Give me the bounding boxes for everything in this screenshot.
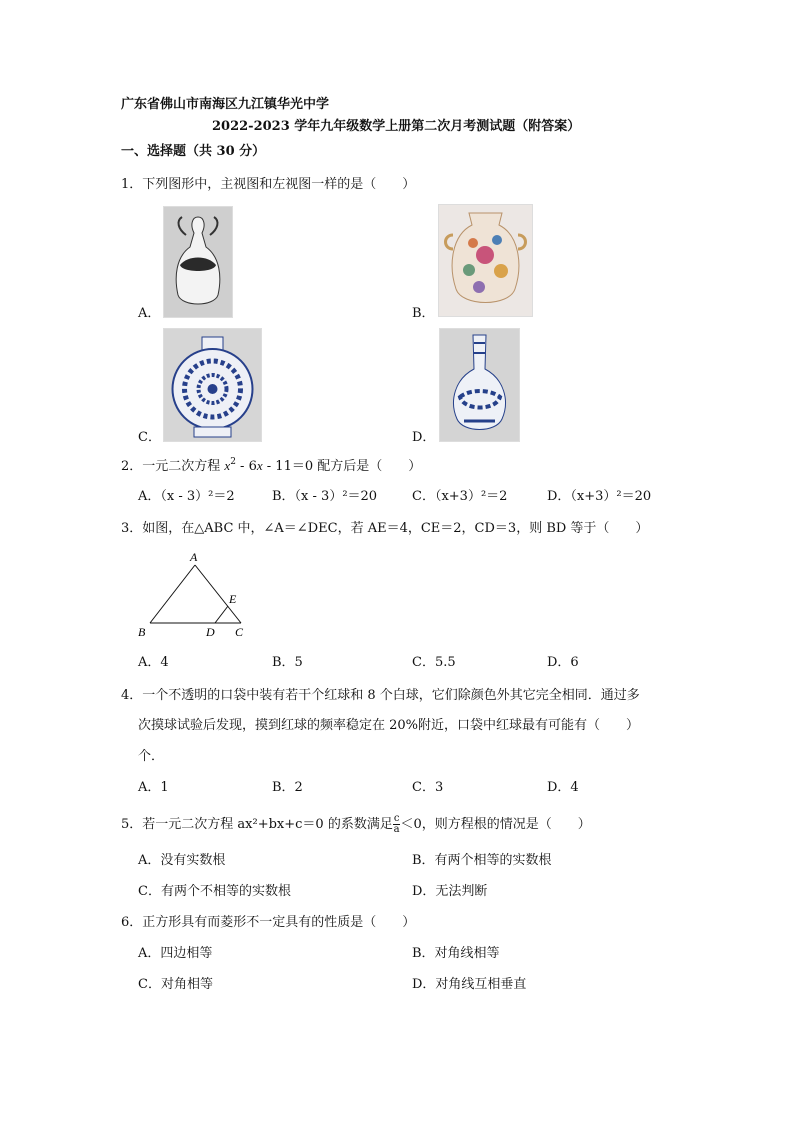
q4-line3: 个．: [138, 749, 165, 764]
q2-option-a: A．（x - 3）²＝2: [138, 489, 235, 504]
school-name: 广东省佛山市南海区九江镇华光中学: [121, 97, 330, 112]
q5-option-a: A．没有实数根: [138, 853, 226, 868]
q3-option-b: B．5: [272, 655, 303, 670]
q6-stem: 6．正方形具有而菱形不一定具有的性质是（ ）: [121, 915, 416, 930]
vase-image-b: [438, 204, 533, 317]
label-D: D: [206, 625, 215, 639]
vase-image-d: [439, 328, 520, 442]
triangle-diagram: [136, 546, 256, 642]
q3-stem: 3．如图，在△ABC 中，∠A＝∠DEC，若 AE＝4，CE＝2，CD＝3，则 BD 等于（ ）: [121, 521, 649, 536]
vase-image-c: [163, 328, 262, 442]
q3-option-d: D．6: [547, 655, 579, 670]
q6-option-d: D．对角线互相垂直: [412, 977, 527, 992]
q1-option-b: B．: [412, 306, 435, 321]
q5-option-d: D．无法判断: [412, 884, 488, 899]
q4-option-a: A．1: [138, 780, 169, 795]
q3-option-c: C．5.5: [412, 655, 456, 670]
q6-option-a: A．四边相等: [138, 946, 213, 961]
section-heading: 一、选择题（共 30 分）: [121, 144, 266, 159]
q2-option-b: B．（x - 3）²＝20: [272, 489, 378, 504]
q6-option-c: C．对角相等: [138, 977, 213, 992]
fraction-c-over-a: $\frac{c}{a}$: [393, 813, 400, 835]
q4-line1: 4．一个不透明的口袋中装有若干个红球和 8 个白球，它们除颜色外其它完全相同．通过多: [121, 688, 640, 703]
q5-option-b: B．有两个相等的实数根: [412, 853, 552, 868]
q1-option-a: A．: [138, 306, 161, 321]
label-C: C: [235, 625, 244, 639]
label-B: B: [138, 625, 146, 639]
q4-option-d: D．4: [547, 780, 579, 795]
q1-option-d: D．: [412, 430, 436, 445]
label-A: A: [190, 550, 198, 564]
vase-image-a: [163, 206, 233, 318]
q1-option-c: C．: [138, 430, 161, 445]
label-E: E: [229, 592, 237, 606]
q3-option-a: A．4: [138, 655, 169, 670]
q6-option-b: B．对角线相等: [412, 946, 500, 961]
q2-stem: 2．一元二次方程 $x^2 - 6x - 11=0$ 配方后是（ ）: [121, 457, 422, 474]
q5-option-c: C．有两个不相等的实数根: [138, 884, 291, 899]
q1-stem: 1．下列图形中，主视图和左视图一样的是（ ）: [121, 177, 416, 192]
q4-option-b: B．2: [272, 780, 303, 795]
q4-option-c: C．3: [412, 780, 444, 795]
q2-option-c: C．（x+3）²＝2: [412, 489, 508, 504]
q5-stem: 5．若一元二次方程 ax²+bx+c＝0 的系数满足 $\frac{c}{a}$ ＜0，则方程根的情况是（ ）: [121, 813, 591, 835]
q4-line2: 次摸球试验后发现，摸到红球的频率稳定在 20%附近，口袋中红球最有可能有（ ）: [138, 718, 640, 733]
q2-option-d: D．（x+3）²＝20: [547, 489, 652, 504]
exam-title: 2022-2023 学年九年级数学上册第二次月考测试题（附答案）: [212, 119, 581, 134]
